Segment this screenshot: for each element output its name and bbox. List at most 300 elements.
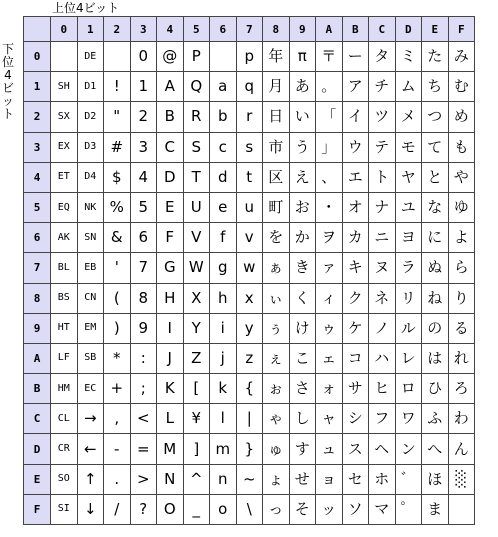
character-cell: { (236, 374, 263, 404)
character-cell: そ (289, 494, 316, 524)
character-cell (51, 42, 78, 72)
character-cell: e (210, 192, 237, 222)
character-cell: BL (51, 253, 78, 283)
table-row (24, 72, 475, 102)
character-cell: [ (183, 374, 210, 404)
character-cell: A (157, 72, 184, 102)
character-cell: セ (342, 464, 369, 494)
character-cell: ョ (316, 464, 343, 494)
character-cell: ヤ (395, 162, 422, 192)
character-cell: g (210, 253, 237, 283)
character-cell: ぬ (422, 253, 449, 283)
character-cell: + (104, 374, 131, 404)
character-cell: O (157, 494, 184, 524)
character-cell: 0 (130, 42, 157, 72)
character-cell: た (422, 42, 449, 72)
character-cell: 6 (130, 223, 157, 253)
character-cell: り (448, 283, 475, 313)
character-cell: = (130, 434, 157, 464)
character-cell: ょ (263, 464, 290, 494)
character-cell: > (130, 464, 157, 494)
character-cell: キ (342, 253, 369, 283)
character-cell: ら (448, 253, 475, 283)
character-cell: な (422, 192, 449, 222)
character-cell: ヲ (316, 223, 343, 253)
character-cell: ゛ (395, 464, 422, 494)
character-cell: ア (342, 72, 369, 102)
character-cell: 区 (263, 162, 290, 192)
character-cell: リ (395, 283, 422, 313)
character-cell: ヨ (395, 223, 422, 253)
row-header: 9 (24, 313, 51, 343)
row-header: 4 (24, 162, 51, 192)
table-row (24, 434, 475, 464)
character-cell: ! (104, 72, 131, 102)
character-cell: ち (422, 72, 449, 102)
character-cell: 町 (263, 192, 290, 222)
character-cell: $ (104, 162, 131, 192)
table-row (24, 42, 475, 72)
character-cell: D (157, 162, 184, 192)
character-cell: ミ (395, 42, 422, 72)
character-cell: I (157, 313, 184, 343)
character-cell: y (236, 313, 263, 343)
character-cell: * (104, 343, 131, 373)
character-cell: と (422, 162, 449, 192)
character-cell: ィ (316, 283, 343, 313)
row-header: 6 (24, 223, 51, 253)
character-cell: ト (369, 162, 396, 192)
character-cell: f (210, 223, 237, 253)
character-cell: 。 (316, 72, 343, 102)
character-cell: エ (342, 162, 369, 192)
character-cell: B (157, 102, 184, 132)
character-cell: く (289, 283, 316, 313)
character-cell: m (210, 434, 237, 464)
character-cell: c (210, 132, 237, 162)
character-cell: AK (51, 223, 78, 253)
row-header: B (24, 374, 51, 404)
character-cell: < (130, 404, 157, 434)
character-cell: F (157, 223, 184, 253)
character-cell: V (183, 223, 210, 253)
character-cell: C (157, 132, 184, 162)
column-header: F (448, 17, 475, 42)
character-cell: ¥ (183, 404, 210, 434)
character-cell: D2 (77, 102, 104, 132)
character-cell: ネ (369, 283, 396, 313)
column-header: D (395, 17, 422, 42)
character-cell: CR (51, 434, 78, 464)
character-cell: & (104, 223, 131, 253)
character-cell: 、 (316, 162, 343, 192)
character-cell: ヌ (369, 253, 396, 283)
column-header: C (369, 17, 396, 42)
character-cell: カ (342, 223, 369, 253)
character-cell: し (289, 404, 316, 434)
character-cell: ふ (422, 404, 449, 434)
column-header: 1 (77, 17, 104, 42)
character-cell: H (157, 283, 184, 313)
character-cell: 月 (263, 72, 290, 102)
character-cell: HM (51, 374, 78, 404)
column-header: 3 (130, 17, 157, 42)
character-cell: W (183, 253, 210, 283)
character-cell: マ (369, 494, 396, 524)
character-cell: k (210, 374, 237, 404)
character-cell: ぁ (263, 253, 290, 283)
character-cell: サ (342, 374, 369, 404)
table-corner (24, 17, 51, 42)
row-header: 8 (24, 283, 51, 313)
character-cell: X (183, 283, 210, 313)
character-cell: ニ (369, 223, 396, 253)
character-cell: ァ (316, 253, 343, 283)
character-cell: z (236, 343, 263, 373)
character-cell: ひ (422, 374, 449, 404)
row-header: 2 (24, 102, 51, 132)
character-cell: せ (289, 464, 316, 494)
character-cell: ん (448, 434, 475, 464)
character-cell: EM (77, 313, 104, 343)
character-cell (448, 494, 475, 524)
character-cell: π (289, 42, 316, 72)
character-cell (104, 42, 131, 72)
character-cell: も (448, 132, 475, 162)
character-cell: U (183, 192, 210, 222)
character-cell: わ (448, 404, 475, 434)
character-cell: ET (51, 162, 78, 192)
character-cell: t (236, 162, 263, 192)
table-row (24, 132, 475, 162)
character-cell: ー (342, 42, 369, 72)
character-cell: 「 (316, 102, 343, 132)
character-cell: # (104, 132, 131, 162)
character-cell: . (104, 464, 131, 494)
character-cell: 7 (130, 253, 157, 283)
character-cell: ノ (369, 313, 396, 343)
character-cell: CL (51, 404, 78, 434)
character-cell: D4 (77, 162, 104, 192)
character-cell: メ (395, 102, 422, 132)
character-cell: ゅ (263, 434, 290, 464)
character-cell: め (448, 102, 475, 132)
row-header: A (24, 343, 51, 373)
row-header: 3 (24, 132, 51, 162)
character-cell: L (157, 404, 184, 434)
character-cell: T (183, 162, 210, 192)
character-cell: ロ (395, 374, 422, 404)
character-cell: ゃ (263, 404, 290, 434)
character-cell: Q (183, 72, 210, 102)
character-cell: ゜ (395, 494, 422, 524)
character-cell: ) (104, 313, 131, 343)
character-cell: ' (104, 253, 131, 283)
character-cell: イ (342, 102, 369, 132)
character-cell: h (210, 283, 237, 313)
character-cell: SX (51, 102, 78, 132)
character-cell: J (157, 343, 184, 373)
column-header: 9 (289, 17, 316, 42)
table-row (24, 223, 475, 253)
character-cell: ね (422, 283, 449, 313)
row-header: 0 (24, 42, 51, 72)
table-row (24, 253, 475, 283)
character-cell: S (183, 132, 210, 162)
character-cell: a (210, 72, 237, 102)
character-cell: ナ (369, 192, 396, 222)
character-cell: に (422, 223, 449, 253)
character-cell: M (157, 434, 184, 464)
character-cell: SI (51, 494, 78, 524)
row-header: C (24, 404, 51, 434)
character-cell: \ (236, 494, 263, 524)
character-cell: ク (342, 283, 369, 313)
character-cell: E (157, 192, 184, 222)
character-cell: P (183, 42, 210, 72)
character-cell: 4 (130, 162, 157, 192)
column-header: 7 (236, 17, 263, 42)
character-cell: ヒ (369, 374, 396, 404)
character-cell: の (422, 313, 449, 343)
row-header: D (24, 434, 51, 464)
character-cell: } (236, 434, 263, 464)
character-cell: R (183, 102, 210, 132)
character-cell: ユ (395, 192, 422, 222)
character-cell: ; (130, 374, 157, 404)
character-cell: Z (183, 343, 210, 373)
character-cell: o (210, 494, 237, 524)
row-header: 7 (24, 253, 51, 283)
column-header: E (422, 17, 449, 42)
column-header: 0 (51, 17, 78, 42)
column-header-row (24, 17, 475, 42)
character-cell: ░ (448, 464, 475, 494)
character-cell: r (236, 102, 263, 132)
character-cell: LF (51, 343, 78, 373)
character-cell: → (77, 404, 104, 434)
character-cell: け (289, 313, 316, 343)
character-cell: SB (77, 343, 104, 373)
character-cell: フ (369, 404, 396, 434)
character-cell: - (104, 434, 131, 464)
character-cell: ぃ (263, 283, 290, 313)
character-cell: 日 (263, 102, 290, 132)
character-cell: b (210, 102, 237, 132)
character-cell: え (289, 162, 316, 192)
table-row (24, 192, 475, 222)
column-header: B (342, 17, 369, 42)
character-cell: 3 (130, 132, 157, 162)
character-cell: 5 (130, 192, 157, 222)
character-cell: EQ (51, 192, 78, 222)
character-cell: | (236, 404, 263, 434)
character-cell: s (236, 132, 263, 162)
column-header: 5 (183, 17, 210, 42)
character-cell: ・ (316, 192, 343, 222)
character-cell: SO (51, 464, 78, 494)
character-code-table (23, 16, 475, 525)
character-cell: l (210, 404, 237, 434)
character-cell: ケ (342, 313, 369, 343)
character-cell: ↑ (77, 464, 104, 494)
table-row (24, 343, 475, 373)
character-cell: ウ (342, 132, 369, 162)
character-cell: w (236, 253, 263, 283)
character-cell: G (157, 253, 184, 283)
character-cell: ゥ (316, 313, 343, 343)
character-cell: て (422, 132, 449, 162)
character-cell: ュ (316, 434, 343, 464)
character-cell: れ (448, 343, 475, 373)
character-cell: Y (183, 313, 210, 343)
character-cell: d (210, 162, 237, 192)
character-cell: " (104, 102, 131, 132)
character-cell: n (210, 464, 237, 494)
character-cell: ま (422, 494, 449, 524)
table-row (24, 374, 475, 404)
character-cell (210, 42, 237, 72)
column-header: 4 (157, 17, 184, 42)
character-cell: さ (289, 374, 316, 404)
character-cell: コ (342, 343, 369, 373)
character-cell: ^ (183, 464, 210, 494)
character-cell: D3 (77, 132, 104, 162)
lower-bits-label: 下位4ビット (2, 42, 15, 121)
character-cell: ラ (395, 253, 422, 283)
character-cell: ぇ (263, 343, 290, 373)
character-cell: ぉ (263, 374, 290, 404)
character-cell: ] (183, 434, 210, 464)
character-cell: タ (369, 42, 396, 72)
character-cell: _ (183, 494, 210, 524)
character-cell: SN (77, 223, 104, 253)
character-cell: EX (51, 132, 78, 162)
character-cell: ャ (316, 404, 343, 434)
character-cell: ム (395, 72, 422, 102)
character-cell: EB (77, 253, 104, 283)
character-cell: は (422, 343, 449, 373)
character-cell: ソ (342, 494, 369, 524)
character-cell: よ (448, 223, 475, 253)
character-cell: 1 (130, 72, 157, 102)
character-cell: ス (342, 434, 369, 464)
character-cell: 〒 (316, 42, 343, 72)
column-header: 8 (263, 17, 290, 42)
character-cell: お (289, 192, 316, 222)
column-header: 2 (104, 17, 131, 42)
row-header: E (24, 464, 51, 494)
character-cell: ゆ (448, 192, 475, 222)
character-cell: v (236, 223, 263, 253)
character-cell: ハ (369, 343, 396, 373)
character-cell: HT (51, 313, 78, 343)
character-cell: や (448, 162, 475, 192)
character-cell: チ (369, 72, 396, 102)
table-row (24, 404, 475, 434)
character-cell: D1 (77, 72, 104, 102)
character-cell: ↓ (77, 494, 104, 524)
column-header: A (316, 17, 343, 42)
character-cell: % (104, 192, 131, 222)
character-cell: み (448, 42, 475, 72)
character-cell: か (289, 223, 316, 253)
character-cell: ワ (395, 404, 422, 434)
character-cell: / (104, 494, 131, 524)
character-cell: ← (77, 434, 104, 464)
character-cell: q (236, 72, 263, 102)
character-cell: っ (263, 494, 290, 524)
table-row (24, 102, 475, 132)
character-cell: : (130, 343, 157, 373)
character-cell: ェ (316, 343, 343, 373)
character-cell: 2 (130, 102, 157, 132)
character-cell: き (289, 253, 316, 283)
column-header: 6 (210, 17, 237, 42)
character-cell: 年 (263, 42, 290, 72)
character-cell: NK (77, 192, 104, 222)
table-row (24, 464, 475, 494)
character-cell: 8 (130, 283, 157, 313)
upper-bits-label: 上位4ビット (52, 1, 120, 15)
table-row (24, 494, 475, 524)
character-cell: j (210, 343, 237, 373)
character-cell: u (236, 192, 263, 222)
character-cell: ン (395, 434, 422, 464)
character-cell: る (448, 313, 475, 343)
table-row (24, 313, 475, 343)
character-cell: へ (422, 434, 449, 464)
character-cell: テ (369, 132, 396, 162)
character-cell: ぅ (263, 313, 290, 343)
character-cell: ル (395, 313, 422, 343)
character-cell: モ (395, 132, 422, 162)
character-cell: K (157, 374, 184, 404)
character-cell: ホ (369, 464, 396, 494)
character-cell: む (448, 72, 475, 102)
character-cell: EC (77, 374, 104, 404)
character-cell: す (289, 434, 316, 464)
character-cell: レ (395, 343, 422, 373)
character-cell: つ (422, 102, 449, 132)
character-cell: ? (130, 494, 157, 524)
character-cell: う (289, 132, 316, 162)
table-row (24, 283, 475, 313)
character-cell: ヘ (369, 434, 396, 464)
row-header: 1 (24, 72, 51, 102)
character-cell: ほ (422, 464, 449, 494)
character-cell: x (236, 283, 263, 313)
row-header: F (24, 494, 51, 524)
character-cell: N (157, 464, 184, 494)
character-cell: 9 (130, 313, 157, 343)
character-cell: ッ (316, 494, 343, 524)
character-cell: , (104, 404, 131, 434)
character-cell: こ (289, 343, 316, 373)
row-header: 5 (24, 192, 51, 222)
character-cell: い (289, 102, 316, 132)
character-cell: あ (289, 72, 316, 102)
character-cell: DE (77, 42, 104, 72)
character-cell: を (263, 223, 290, 253)
character-cell: BS (51, 283, 78, 313)
character-cell: ~ (236, 464, 263, 494)
character-cell: SH (51, 72, 78, 102)
character-cell: ォ (316, 374, 343, 404)
table-row (24, 162, 475, 192)
character-cell: i (210, 313, 237, 343)
character-cell: CN (77, 283, 104, 313)
